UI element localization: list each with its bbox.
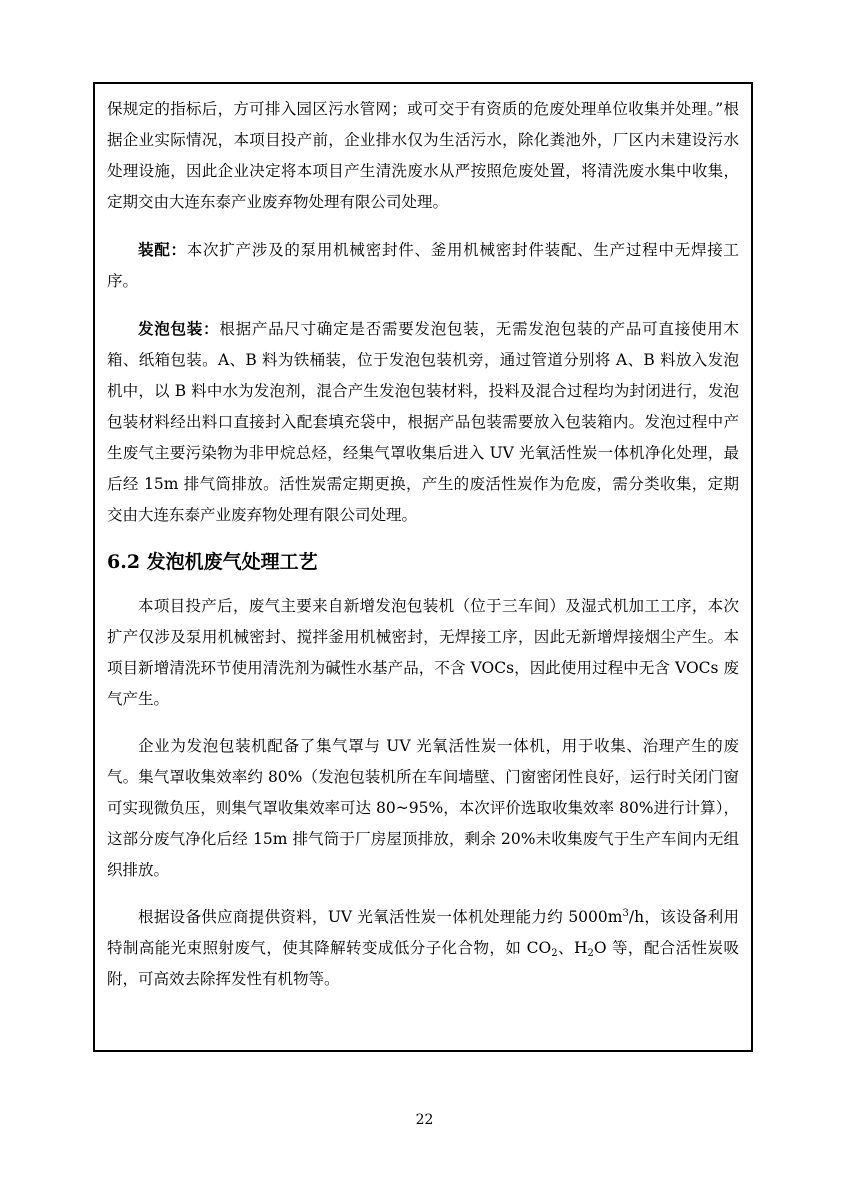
uv-text-1: 根据设备供应商提供资料，UV 光氧活性炭一体机处理能力约 5000m [138,908,623,926]
uv-text-2: /h，该设备利用特制高能光束照射废气，使其降解转变成低分子化合物，如 CO [107,908,739,957]
subscript-2a: 2 [551,948,558,959]
uv-text-3: 、H [557,939,588,957]
assembly-text: 本次扩产涉及的泵用机械密封件、釜用机械密封件装配、生产过程中无焊接工序。 [107,241,739,290]
content-frame [93,82,753,1052]
paragraph-assembly [107,234,739,297]
section-title: 6.2 发泡机废气处理工艺 [107,551,318,573]
foam-packaging-text: 根据产品尺寸确定是否需要发泡包装，无需发泡包装的产品可直接使用木箱、纸箱包装。A、B 料为铁桶装，位于发泡包装机旁，通过管道分别将 A、B 料放入发泡机中，以 B 料中水为发泡剂，混合产生发泡包装材料，投料及混合过程均为封闭进行，发泡包装材料经出料口直接封入配套填充袋中，根据产品包装需要放入包装箱内。发泡过程中产生废气主要污染物为非甲烷总烃，经集气罩收集后进入 UV 光氧活性炭一体机净化处理，最后经 15m 排气筒排放。活性炭需定期更换，产生的废活性炭作为危废，需分类收集，定期交由大连东泰产业废弃物处理有限公司处理。 [107,320,739,524]
subscript-2b: 2 [587,948,594,959]
superscript-3: 3 [622,908,629,919]
paragraph-collection-efficiency: 企业为发泡包装机配备了集气罩与 UV 光氧活性炭一体机，用于收集、治理产生的废气。集气罩收集效率约 80%（发泡包装机所在车间墙壁、门窗密闭性良好，运行时关闭门窗可实现微负压，则集气罩收集效率可达 80~95%，本次评价选取收集效率 80%进行计算），这部分废气净化后经 15m 排气筒于厂房屋顶排放，剩余 20%未收集废气于生产车间内无组织排放。 [107,737,739,879]
paragraph-exhaust-source: 本项目投产后，废气主要来自新增发泡包装机（位于三车间）及湿式机加工工序，本次扩产仅涉及泵用机械密封、搅拌釜用机械密封，无焊接工序，因此无新增焊接烟尘产生。本项目新增清洗环节使用清洗剂为碱性水基产品，不含 VOCs，因此使用过程中无含 VOCs 废气产生。 [107,597,739,708]
assembly-label: 装配： [138,240,187,259]
foam-packaging-label: 发泡包装： [138,319,220,338]
paragraph-wastewater: 保规定的指标后，方可排入园区污水管网；或可交于有资质的危废处理单位收集并处理。”根据企业实际情况，本项目投产前，企业排水仅为生活污水，除化粪池外，厂区内未建设污水处理设施，因此企业决定将本项目产生清洗废水从严按照危废处置，将清洗废水集中收集，定期交由大连东泰产业废弃物处理有限公司处理。 [107,100,739,211]
page-number: 22 [415,1112,434,1128]
paragraph-foam-packaging [107,313,739,531]
paragraph-uv-device [107,902,739,995]
uv-text-4: O 等，配合活性炭吸附，可高效去除挥发性有机物等。 [107,939,739,988]
